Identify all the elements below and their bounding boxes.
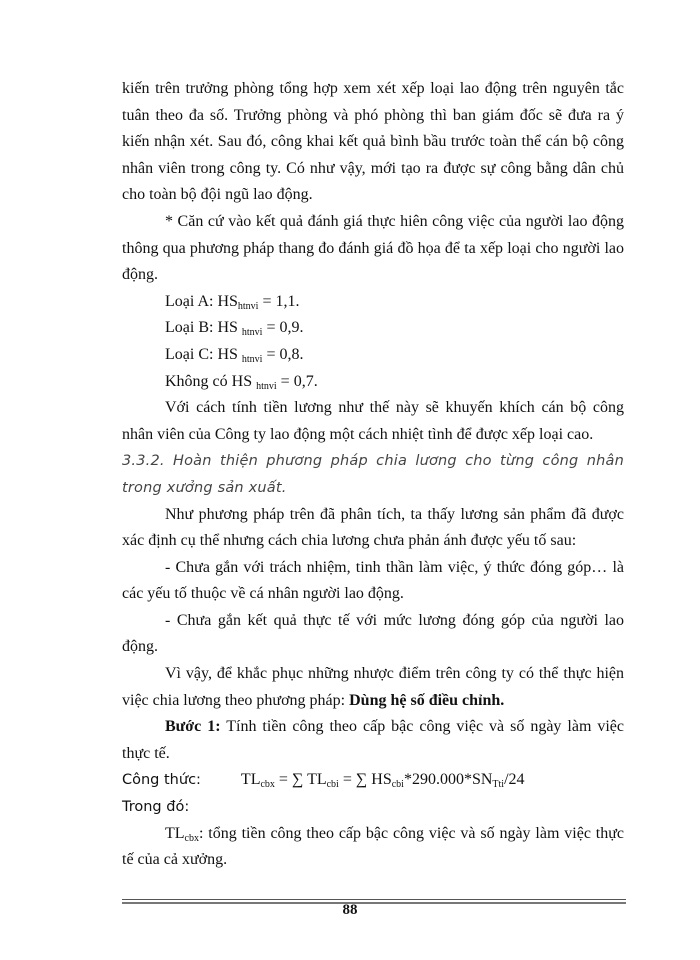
page-number: 88 xyxy=(342,902,358,918)
definition-tlcbx: $TL_{cbx}$: tổng tiền công theo cấp bậc công việc và số ngày làm việc thực tế của cả xưởng. xyxy=(122,824,624,869)
khong-co-line: Không có HS $_{htnvi}$ = 0,7. xyxy=(165,372,318,392)
bullet-1: - Chưa gắn với trách nhiệm, tinh thần làm việc, ý thức đóng góp… là các yếu tố thuộc về cá nhân người lao động. xyxy=(122,558,624,603)
section-heading: 3.3.2. Hoàn thiện phương pháp chia lương cho từng công nhân trong xưởng sản xuất. xyxy=(122,453,624,496)
paragraph-1: kiến trên trưởng phòng tổng hợp xem xét xếp loại lao động trên nguyên tắc tuân theo đa số. Trưởng phòng và phó phòng thì ban giám đốc sẽ đưa ra ý kiến nhận xét. Sau đó, công khai kết quả bình bầu trước toàn thể cán bộ công nhân viên trong công ty. Có như vậy, mới tạo ra được sự công bằng dân chủ cho toàn bộ đội ngũ lao động. xyxy=(122,80,624,204)
paragraph-2: * Căn cứ vào kết quả đánh giá thực hiên công việc của người lao động thông qua phương pháp thang đo đánh giá đồ họa để ta xếp loại cho người lao động. xyxy=(122,212,624,284)
step-1: Bước 1: Tính tiền công theo cấp bậc công việc và số ngày làm việc thực tế. xyxy=(122,718,625,762)
trong-do-label: Trong đó: xyxy=(122,799,190,816)
loai-c-line: Loại C: HS $_{htnvi}$ = 0,8. xyxy=(165,345,304,365)
paragraph-7: Vì vậy, để khắc phục những nhược điểm trên công ty có thể thực hiện việc chia lương theo phương pháp: Dùng hệ số điều chỉnh. xyxy=(122,665,624,709)
loai-b-line: Loại B: HS $_{htnvi}$ = 0,9. xyxy=(165,319,304,339)
bullet-2: - Chưa gắn kết quả thực tế với mức lương đóng góp của người lao động. xyxy=(122,611,624,656)
loai-a-line: Loại A: $HS_{htnvi} = 1,1$. xyxy=(165,292,300,312)
formula-line: Công thức: $TL_{cbx}$ = ∑ $TL_{cbi}$ = ∑ $HS_{cbi}*290.000*SN_{Tti}/24$ xyxy=(122,771,525,791)
footer-rule xyxy=(122,899,626,900)
body-text xyxy=(122,76,624,874)
paragraph-4: Như phương pháp trên đã phân tích, ta thấy lương sản phẩm đã được xác định cụ thể nhưng cách chia lương chưa phản ánh được yếu tố sau: xyxy=(122,505,624,550)
paragraph-3: Với cách tính tiền lương như thế này sẽ khuyến khích cán bộ công nhân viên của Công ty lao động một cách nhiệt tình để được xếp loại cao. xyxy=(122,399,624,443)
